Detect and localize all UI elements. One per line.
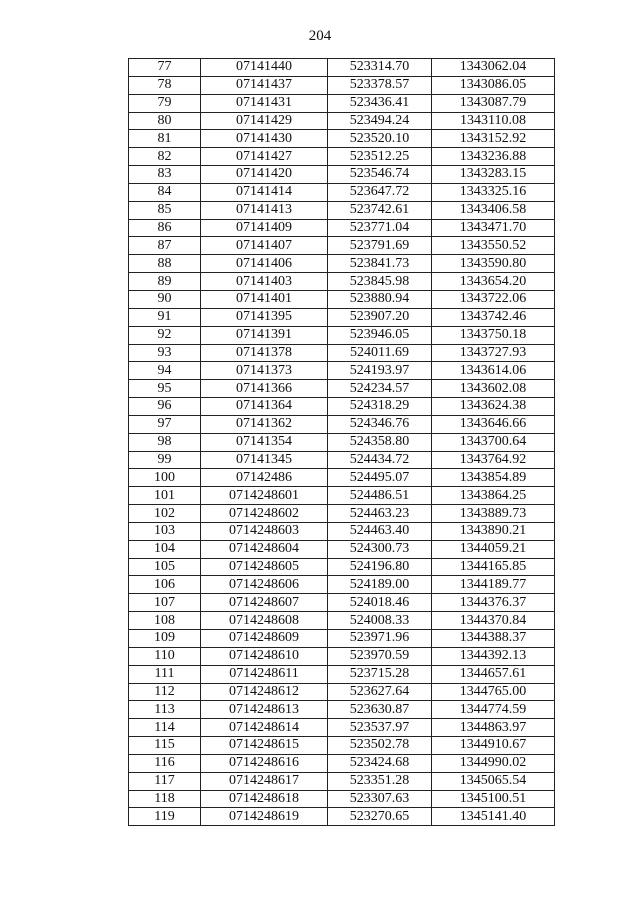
- point-id-cell: 0714248610: [201, 647, 328, 665]
- easting-cell: 524463.23: [328, 505, 432, 523]
- easting-cell: 523971.96: [328, 630, 432, 648]
- easting-cell: 524196.80: [328, 558, 432, 576]
- row-number-cell: 108: [129, 612, 201, 630]
- point-id-cell: 0714248608: [201, 612, 328, 630]
- row-number-cell: 112: [129, 683, 201, 701]
- northing-cell: 1343722.06: [432, 290, 555, 308]
- table-row: [129, 469, 555, 487]
- table-row: [129, 540, 555, 558]
- table-row: [129, 201, 555, 219]
- row-number-cell: 91: [129, 308, 201, 326]
- row-number-cell: 97: [129, 415, 201, 433]
- point-id-cell: 07141437: [201, 76, 328, 94]
- northing-cell: 1343602.08: [432, 380, 555, 398]
- row-number-cell: 113: [129, 701, 201, 719]
- easting-cell: 524358.80: [328, 433, 432, 451]
- table-row: [129, 94, 555, 112]
- table-row: [129, 594, 555, 612]
- easting-cell: 523791.69: [328, 237, 432, 255]
- easting-cell: 524193.97: [328, 362, 432, 380]
- table-row: [129, 487, 555, 505]
- easting-cell: 523436.41: [328, 94, 432, 112]
- easting-cell: 523742.61: [328, 201, 432, 219]
- easting-cell: 523270.65: [328, 808, 432, 826]
- point-id-cell: 0714248619: [201, 808, 328, 826]
- point-id-cell: 0714248615: [201, 737, 328, 755]
- easting-cell: 524495.07: [328, 469, 432, 487]
- table-row: [129, 790, 555, 808]
- table-row: [129, 415, 555, 433]
- northing-cell: 1343406.58: [432, 201, 555, 219]
- northing-cell: 1344388.37: [432, 630, 555, 648]
- easting-cell: 524011.69: [328, 344, 432, 362]
- row-number-cell: 80: [129, 112, 201, 130]
- northing-cell: 1343152.92: [432, 130, 555, 148]
- row-number-cell: 99: [129, 451, 201, 469]
- table-row: [129, 522, 555, 540]
- point-id-cell: 0714248618: [201, 790, 328, 808]
- row-number-cell: 116: [129, 754, 201, 772]
- table-row: [129, 76, 555, 94]
- easting-cell: 523512.25: [328, 148, 432, 166]
- row-number-cell: 77: [129, 59, 201, 77]
- row-number-cell: 94: [129, 362, 201, 380]
- northing-cell: 1344990.02: [432, 754, 555, 772]
- table-row: [129, 326, 555, 344]
- northing-cell: 1343236.88: [432, 148, 555, 166]
- easting-cell: 523627.64: [328, 683, 432, 701]
- point-id-cell: 0714248613: [201, 701, 328, 719]
- table-row: [129, 290, 555, 308]
- northing-cell: 1343550.52: [432, 237, 555, 255]
- row-number-cell: 119: [129, 808, 201, 826]
- easting-cell: 524434.72: [328, 451, 432, 469]
- row-number-cell: 109: [129, 630, 201, 648]
- row-number-cell: 83: [129, 166, 201, 184]
- row-number-cell: 103: [129, 522, 201, 540]
- table-row: [129, 398, 555, 416]
- table-row: [129, 433, 555, 451]
- northing-cell: 1343646.66: [432, 415, 555, 433]
- point-id-cell: 07141403: [201, 273, 328, 291]
- table-row: [129, 701, 555, 719]
- easting-cell: 523537.97: [328, 719, 432, 737]
- easting-cell: 523845.98: [328, 273, 432, 291]
- row-number-cell: 117: [129, 772, 201, 790]
- row-number-cell: 105: [129, 558, 201, 576]
- point-id-cell: 07141401: [201, 290, 328, 308]
- table-row: [129, 719, 555, 737]
- northing-cell: 1343854.89: [432, 469, 555, 487]
- row-number-cell: 84: [129, 183, 201, 201]
- northing-cell: 1343590.80: [432, 255, 555, 273]
- easting-cell: 524300.73: [328, 540, 432, 558]
- northing-cell: 1343086.05: [432, 76, 555, 94]
- easting-cell: 523307.63: [328, 790, 432, 808]
- row-number-cell: 81: [129, 130, 201, 148]
- northing-cell: 1343654.20: [432, 273, 555, 291]
- northing-cell: 1344189.77: [432, 576, 555, 594]
- point-id-cell: 0714248605: [201, 558, 328, 576]
- table-row: [129, 505, 555, 523]
- point-id-cell: 07141406: [201, 255, 328, 273]
- row-number-cell: 89: [129, 273, 201, 291]
- point-id-cell: 07141354: [201, 433, 328, 451]
- northing-cell: 1343325.16: [432, 183, 555, 201]
- point-id-cell: 07141364: [201, 398, 328, 416]
- easting-cell: 524008.33: [328, 612, 432, 630]
- easting-cell: 524189.00: [328, 576, 432, 594]
- northing-cell: 1344370.84: [432, 612, 555, 630]
- point-id-cell: 0714248612: [201, 683, 328, 701]
- table-row: [129, 558, 555, 576]
- row-number-cell: 85: [129, 201, 201, 219]
- point-id-cell: 07141413: [201, 201, 328, 219]
- easting-cell: 523546.74: [328, 166, 432, 184]
- table-row: [129, 772, 555, 790]
- table-row: [129, 183, 555, 201]
- easting-cell: 523841.73: [328, 255, 432, 273]
- northing-cell: 1343087.79: [432, 94, 555, 112]
- point-id-cell: 0714248602: [201, 505, 328, 523]
- point-id-cell: 07141373: [201, 362, 328, 380]
- row-number-cell: 88: [129, 255, 201, 273]
- row-number-cell: 98: [129, 433, 201, 451]
- row-number-cell: 115: [129, 737, 201, 755]
- point-id-cell: 07141366: [201, 380, 328, 398]
- page-number: 204: [308, 28, 332, 44]
- easting-cell: 523630.87: [328, 701, 432, 719]
- northing-cell: 1343110.08: [432, 112, 555, 130]
- table-row: [129, 612, 555, 630]
- table-row: [129, 308, 555, 326]
- row-number-cell: 95: [129, 380, 201, 398]
- row-number-cell: 101: [129, 487, 201, 505]
- easting-cell: 523647.72: [328, 183, 432, 201]
- point-id-cell: 07141420: [201, 166, 328, 184]
- northing-cell: 1343062.04: [432, 59, 555, 77]
- point-id-cell: 0714248601: [201, 487, 328, 505]
- northing-cell: 1343889.73: [432, 505, 555, 523]
- northing-cell: 1344392.13: [432, 647, 555, 665]
- point-id-cell: 07141407: [201, 237, 328, 255]
- row-number-cell: 86: [129, 219, 201, 237]
- northing-cell: 1343700.64: [432, 433, 555, 451]
- easting-cell: 523314.70: [328, 59, 432, 77]
- point-id-cell: 0714248609: [201, 630, 328, 648]
- table-row: [129, 344, 555, 362]
- row-number-cell: 118: [129, 790, 201, 808]
- easting-cell: 523494.24: [328, 112, 432, 130]
- row-number-cell: 100: [129, 469, 201, 487]
- point-id-cell: 07141409: [201, 219, 328, 237]
- point-id-cell: 07141429: [201, 112, 328, 130]
- point-id-cell: 07141362: [201, 415, 328, 433]
- point-id-cell: 07141391: [201, 326, 328, 344]
- row-number-cell: 79: [129, 94, 201, 112]
- point-id-cell: 0714248603: [201, 522, 328, 540]
- table-row: [129, 166, 555, 184]
- table-row: [129, 380, 555, 398]
- easting-cell: 523907.20: [328, 308, 432, 326]
- point-id-cell: 0714248604: [201, 540, 328, 558]
- table-body: [129, 59, 555, 826]
- table-row: [129, 754, 555, 772]
- table-row: [129, 273, 555, 291]
- row-number-cell: 78: [129, 76, 201, 94]
- point-id-cell: 07141440: [201, 59, 328, 77]
- table-row: [129, 630, 555, 648]
- table-row: [129, 665, 555, 683]
- point-id-cell: 0714248607: [201, 594, 328, 612]
- point-id-cell: 0714248616: [201, 754, 328, 772]
- point-id-cell: 07141378: [201, 344, 328, 362]
- northing-cell: 1343727.93: [432, 344, 555, 362]
- table-row: [129, 219, 555, 237]
- row-number-cell: 102: [129, 505, 201, 523]
- point-id-cell: 0714248611: [201, 665, 328, 683]
- northing-cell: 1343864.25: [432, 487, 555, 505]
- table-row: [129, 576, 555, 594]
- northing-cell: 1344863.97: [432, 719, 555, 737]
- northing-cell: 1345065.54: [432, 772, 555, 790]
- table-row: [129, 148, 555, 166]
- northing-cell: 1343890.21: [432, 522, 555, 540]
- easting-cell: 523351.28: [328, 772, 432, 790]
- row-number-cell: 114: [129, 719, 201, 737]
- row-number-cell: 92: [129, 326, 201, 344]
- northing-cell: 1343471.70: [432, 219, 555, 237]
- table-row: [129, 647, 555, 665]
- northing-cell: 1343764.92: [432, 451, 555, 469]
- easting-cell: 523520.10: [328, 130, 432, 148]
- table-row: [129, 808, 555, 826]
- coordinate-table: [128, 58, 555, 826]
- row-number-cell: 87: [129, 237, 201, 255]
- easting-cell: 523880.94: [328, 290, 432, 308]
- row-number-cell: 104: [129, 540, 201, 558]
- table-row: [129, 451, 555, 469]
- easting-cell: 523378.57: [328, 76, 432, 94]
- easting-cell: 524018.46: [328, 594, 432, 612]
- table-row: [129, 255, 555, 273]
- northing-cell: 1344765.00: [432, 683, 555, 701]
- easting-cell: 523424.68: [328, 754, 432, 772]
- easting-cell: 523771.04: [328, 219, 432, 237]
- northing-cell: 1343614.06: [432, 362, 555, 380]
- row-number-cell: 82: [129, 148, 201, 166]
- northing-cell: 1345100.51: [432, 790, 555, 808]
- table-row: [129, 362, 555, 380]
- easting-cell: 523946.05: [328, 326, 432, 344]
- point-id-cell: 07141414: [201, 183, 328, 201]
- point-id-cell: 07142486: [201, 469, 328, 487]
- row-number-cell: 107: [129, 594, 201, 612]
- table-row: [129, 737, 555, 755]
- point-id-cell: 07141345: [201, 451, 328, 469]
- row-number-cell: 90: [129, 290, 201, 308]
- row-number-cell: 96: [129, 398, 201, 416]
- easting-cell: 523715.28: [328, 665, 432, 683]
- easting-cell: 524318.29: [328, 398, 432, 416]
- northing-cell: 1344774.59: [432, 701, 555, 719]
- easting-cell: 524346.76: [328, 415, 432, 433]
- row-number-cell: 106: [129, 576, 201, 594]
- easting-cell: 524486.51: [328, 487, 432, 505]
- northing-cell: 1344165.85: [432, 558, 555, 576]
- northing-cell: 1343624.38: [432, 398, 555, 416]
- northing-cell: 1344376.37: [432, 594, 555, 612]
- northing-cell: 1343283.15: [432, 166, 555, 184]
- row-number-cell: 111: [129, 665, 201, 683]
- point-id-cell: 0714248617: [201, 772, 328, 790]
- point-id-cell: 07141430: [201, 130, 328, 148]
- point-id-cell: 07141427: [201, 148, 328, 166]
- easting-cell: 524463.40: [328, 522, 432, 540]
- northing-cell: 1345141.40: [432, 808, 555, 826]
- table-row: [129, 237, 555, 255]
- point-id-cell: 0714248606: [201, 576, 328, 594]
- row-number-cell: 110: [129, 647, 201, 665]
- point-id-cell: 07141431: [201, 94, 328, 112]
- table-row: [129, 130, 555, 148]
- easting-cell: 523502.78: [328, 737, 432, 755]
- point-id-cell: 0714248614: [201, 719, 328, 737]
- easting-cell: 524234.57: [328, 380, 432, 398]
- northing-cell: 1343742.46: [432, 308, 555, 326]
- table-row: [129, 112, 555, 130]
- point-id-cell: 07141395: [201, 308, 328, 326]
- northing-cell: 1343750.18: [432, 326, 555, 344]
- row-number-cell: 93: [129, 344, 201, 362]
- easting-cell: 523970.59: [328, 647, 432, 665]
- table-row: [129, 683, 555, 701]
- northing-cell: 1344910.67: [432, 737, 555, 755]
- northing-cell: 1344059.21: [432, 540, 555, 558]
- northing-cell: 1344657.61: [432, 665, 555, 683]
- table-row: [129, 59, 555, 77]
